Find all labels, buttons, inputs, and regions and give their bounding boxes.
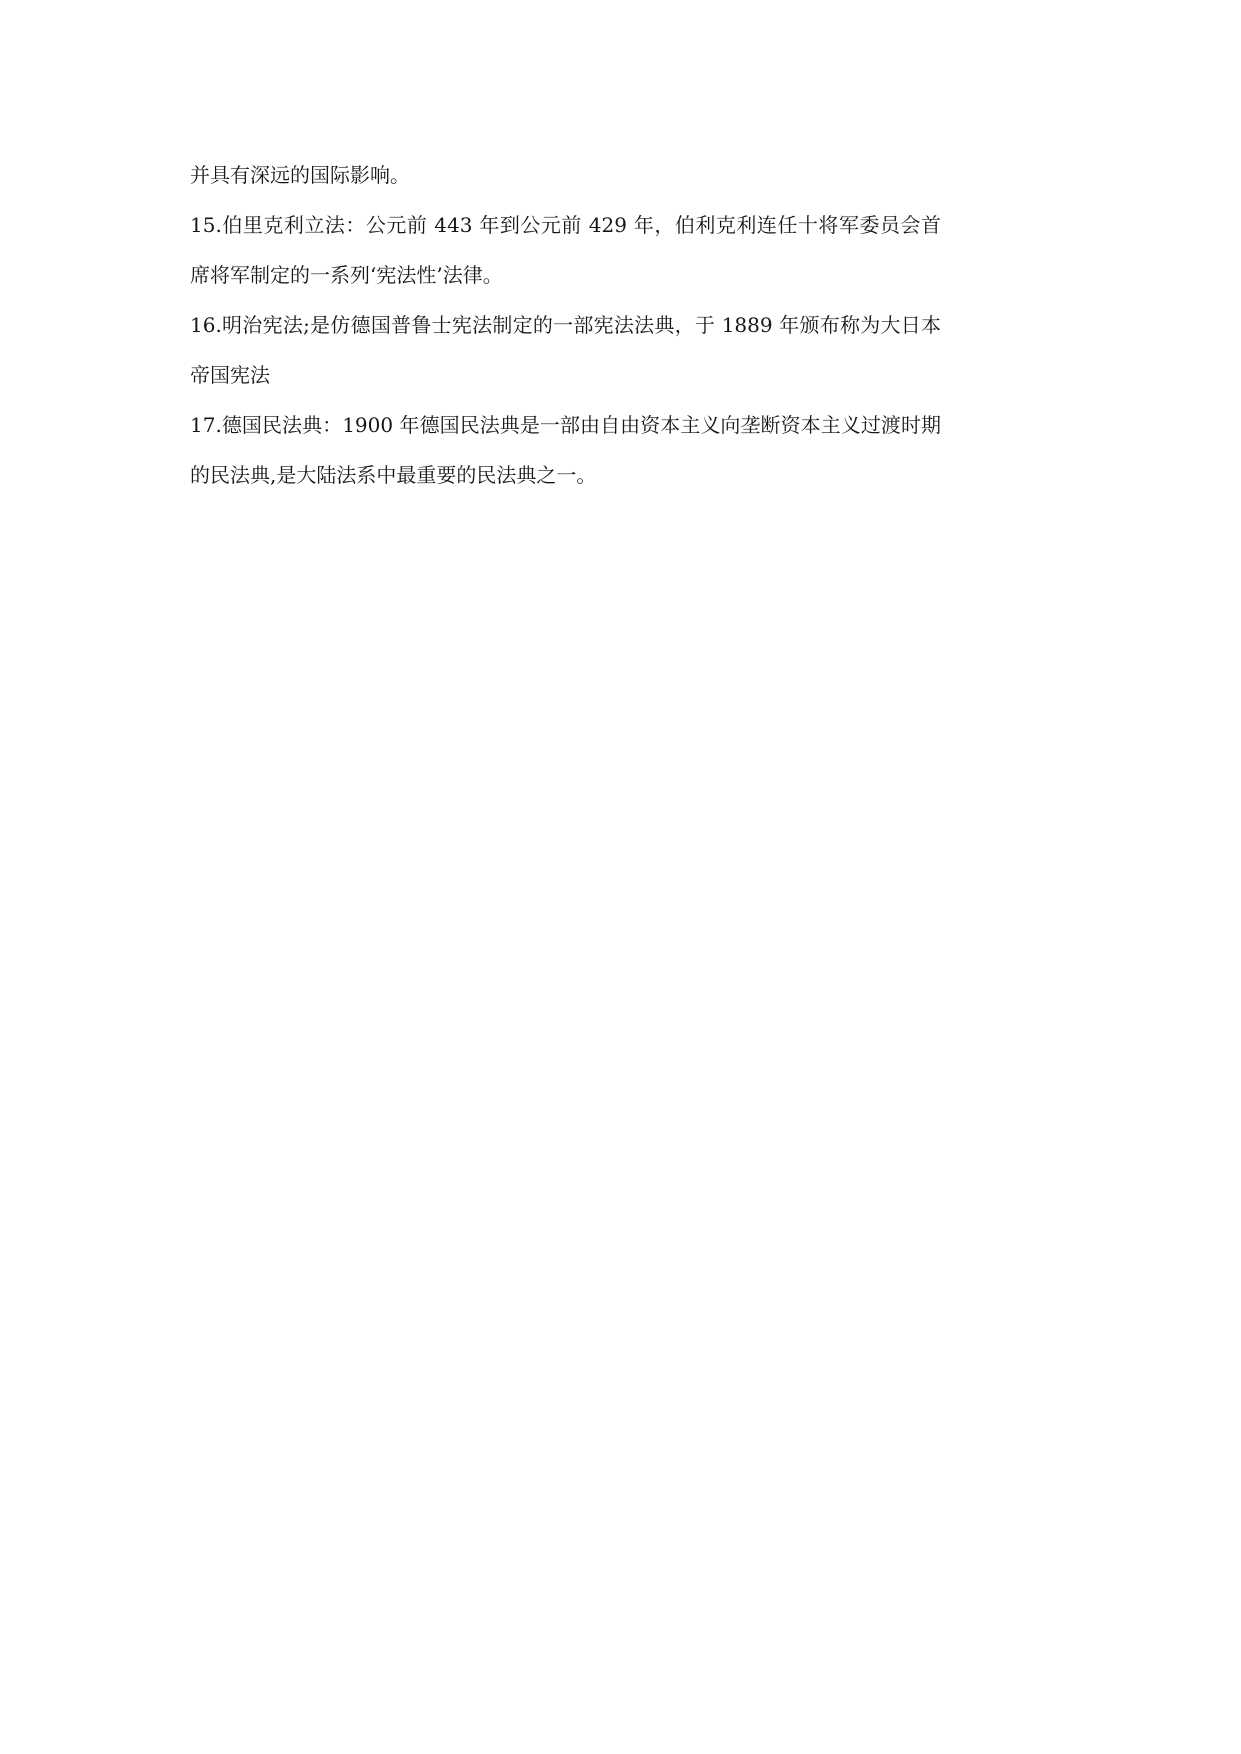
entry-16: 16.明治宪法;是仿德国普鲁士宪法制定的一部宪法法典，于 1889 年颁布称为大日本帝国宪法	[190, 313, 941, 387]
continuation-text: 并具有深远的国际影响。	[190, 163, 410, 187]
entry-15: 15.伯里克利立法：公元前 443 年到公元前 429 年，伯利克利连任十将军委员会首席将军制定的一系列‘宪法性’法律。	[190, 213, 941, 287]
entry-17: 17.德国民法典：1900 年德国民法典是一部由自由资本主义向垄断资本主义过渡时期的民法典,是大陆法系中最重要的民法典之一。	[190, 413, 941, 487]
